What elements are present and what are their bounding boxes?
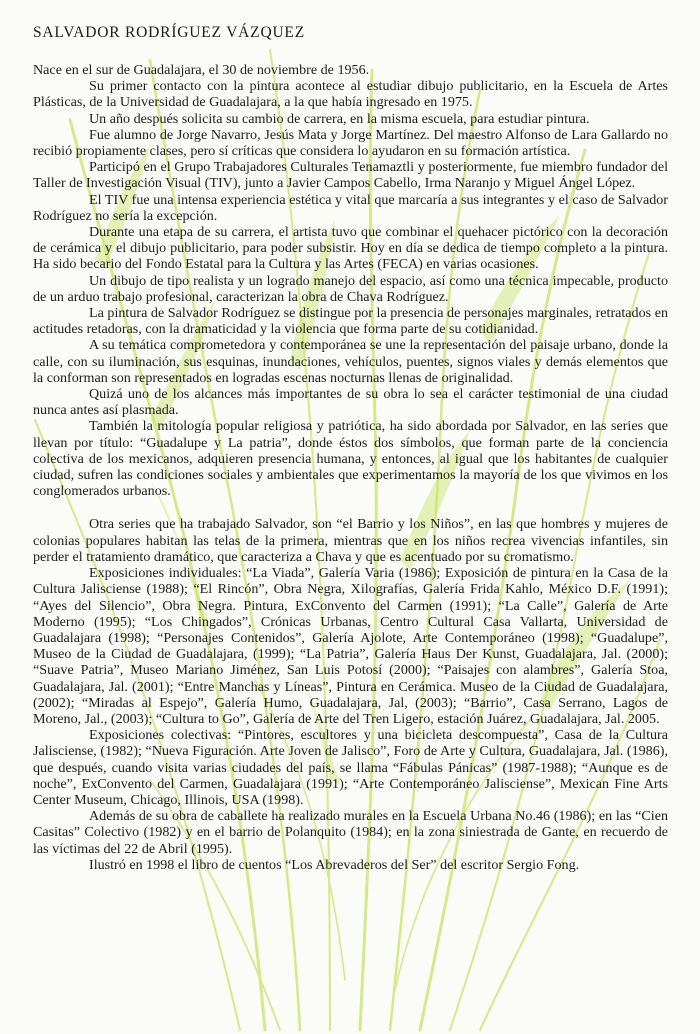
paragraph: Un año después solicita su cambio de carrera, en la misma escuela, para estudiar pintura. [89, 110, 590, 127]
paragraph: Fue alumno de Jorge Navarro, Jesús Mata y Jorge Martínez. Del maestro Alfonso de Lara Gallardo no recibió propiamente clases, pero sí críticas que considera lo ayudaron en su formación artística. [33, 126, 668, 160]
paragraph: La pintura de Salvador Rodríguez se distingue por la presencia de personajes marginales, retratados en actitudes retadoras, con la dramaticidad y la violencia que forma parte de su cotidianidad. [33, 305, 668, 338]
paragraph: El TIV fue una intensa experiencia estética y vital que marcaría a sus integrantes y el caso de Salvador Rodríguez no sería la excepción. [33, 191, 668, 224]
paragraph: Ilustró en 1998 el libro de cuentos “Los Abrevaderos del Ser” del escritor Sergio Fong. [89, 856, 580, 873]
paragraph: Exposiciones colectivas: “Pintores, escultores y una bicicleta descompuesta”, Casa de la Cultura Jalisciense, (1982); “Nueva Figuración. Arte Joven de Jalisco”, Foro de Arte y Cultura, Guadalajara, Jal. (1986), que después, cuando visita varias ciudades del país, se llama “Fábulas Pánicas” (1987-1988); “Aunque es de noche”, ExConvento del Carmen, Guadalajara (1991); “Arte Contemporáneo Jalisciense”, Mexican Fine Arts Center Museum, Chicago, Illinois, USA (1998). [33, 727, 668, 808]
paragraph: Un dibujo de tipo realista y un logrado manejo del espacio, así como una técnica impecable, producto de un arduo trabajo profesional, caracterizan la obra de Chava Rodríguez. [33, 272, 668, 305]
paragraph: Otra series que ha trabajado Salvador, son “el Barrio y los Niños”, en las que hombres y mujeres de colonias populares habitan las telas de la primera, mientras que en los niños recrea vivencias infantiles, sin perder el tratamiento dramático, que caracteriza a Chava y que es acentuado por su cromatismo. [33, 516, 668, 565]
paragraph: Nace en el sur de Guadalajara, el 30 de noviembre de 1956. [33, 62, 370, 78]
biography-page [33, 24, 668, 873]
biography-body [33, 62, 668, 873]
paragraph: Quizá uno de los alcances más importantes de su obra lo sea el carácter testimonial de una ciudad nunca antes así plasmada. [33, 386, 668, 419]
page-title: SALVADOR RODRÍGUEZ VÁZQUEZ [33, 24, 305, 41]
paragraph: A su temática comprometedora y contemporánea se une la representación del paisaje urbano, donde la calle, con su iluminación, sus esquinas, inundaciones, vehículos, puentes, signos viales y demás elementos que la conforman son representados en logradas escenas nocturnas llenas de originalidad. [33, 337, 668, 386]
paragraph: También la mitología popular religiosa y patriótica, ha sido abordada por Salvador, en las series que llevan por título: “Guadalupe y La patria”, donde éstos dos símbolos, que forman parte de la conciencia colectiva de los mexicanos, adquieren presencia humana, y entonces, al igual que los habitantes de cualquier ciudad, sufren las condiciones sociales y ambientales que experimentamos la mayoría de los que vivimos en los conglomerados urbanos. [33, 418, 668, 500]
paragraph: Participó en el Grupo Trabajadores Culturales Tenamaztli y posteriormente, fue miembro fundador del Taller de Investigación Visual (TIV), junto a Javier Campos Cabello, Irma Naranjo y Miguel Ángel López. [33, 159, 668, 192]
paragraph: Durante una etapa de su carrera, el artista tuvo que combinar el quehacer pictórico con la decoración de cerámica y el dibujo publicitario, para poder subsistir. Hoy en día se dedica de tiempo completo a la pintura. Ha sido becario del Fondo Estatal para la Cultura y las Artes (FECA) en varias ocasiones. [33, 224, 668, 273]
paragraph: Su primer contacto con la pintura acontece al estudiar dibujo publicitario, en la Escuela de Artes Plásticas, de la Universidad de Guadalajara, a la que había ingresado en 1975. [33, 78, 668, 111]
paragraph: Exposiciones individuales: “La Viada”, Galería Varia (1986); Exposición de pintura en la Casa de la Cultura Jalisciense (1988); “El Rincón”, Obra Negra, Xilografías, Galería Frida Kahlo, México D.F. (1991); “Ayes del Silencio”, Obra Negra. Pintura, ExConvento del Carmen (1991); “La Calle”, Galería de Arte Moderno (1995); “Los Chingados”, Crónicas Urbanas, Centro Cultural Casa Vallarta, Universidad de Guadalajara (1998); “Personajes Contenidos”, Galería Ajolote, Arte Contemporáneo (1998); “Guadalupe”, Museo de la Ciudad de Guadalajara, (1999); “La Patria”, Galería Haus Der Kunst, Guadalajara, Jal. (2000); “Suave Patria”, Museo Mariano Jiménez, San Luis Potosí (2000); “Paisajes con alambres”, Galería Stoa, Guadalajara, Jal. (2001); “Entre Manchas y Líneas”, Pintura en Cerámica. Museo de la Ciudad de Guadalajara, (2002); “Miradas al Espejo”, Galería Humo, Guadalajara, Jal, (2003); “Barrio”, Casa Serrano, Lagos de Moreno, Jal., (2003); “Cultura to Go”, Galería de Arte del Tren Ligero, estación Juárez, Guadalajara, Jal. 2005. [33, 565, 668, 727]
paragraph: Además de su obra de caballete ha realizado murales en la Escuela Urbana No.46 (1986); en las “Cien Casitas” Colectivo (1982) y en el barrio de Polanquito (1984); en la zona siniestrada de Gante, en recuerdo de las víctimas del 22 de Abril (1995). [33, 808, 668, 857]
